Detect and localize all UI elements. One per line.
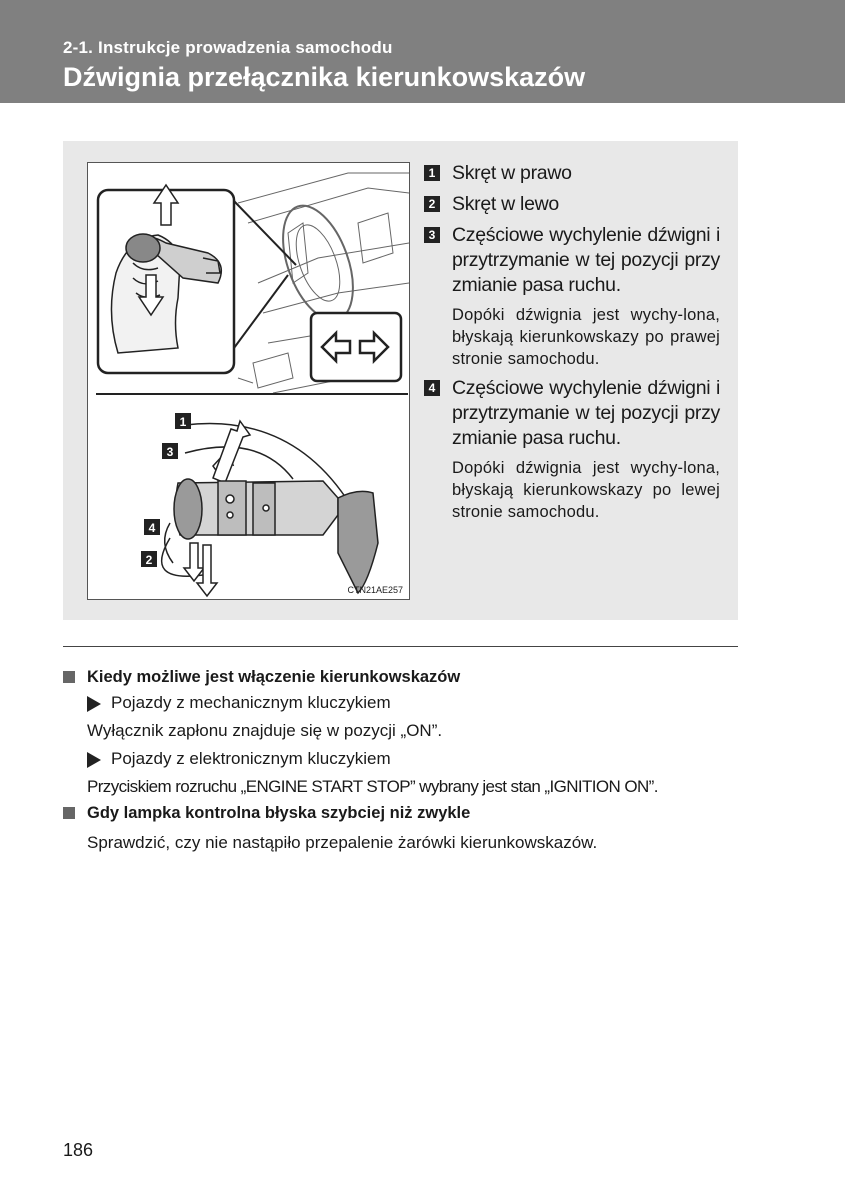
triangle-bullet-icon bbox=[87, 752, 101, 768]
note-text: Sprawdzić, czy nie nastąpiło przepalenie żarówki kierunkowskazów. bbox=[87, 833, 598, 852]
note-text: Wyłącznik zapłonu znajduje się w pozycji „ON”. bbox=[87, 721, 443, 740]
vehicle-type-label: Pojazdy z mechanicznym kluczykiem bbox=[111, 693, 391, 712]
note-heading-text: Kiedy możliwe jest włączenie kierunkowskazów bbox=[87, 668, 461, 686]
vehicle-type-item bbox=[63, 689, 753, 717]
note-heading bbox=[63, 801, 753, 825]
step-text: Skręt w prawo bbox=[452, 162, 572, 184]
label-1: 1 bbox=[179, 415, 187, 429]
lever-illustration bbox=[87, 162, 410, 600]
step-number: 3 bbox=[424, 227, 440, 243]
step-text: Częściowe wychylenie dźwigni i przytrzymanie w tej pozycji przy zmianie pasa ruchu. bbox=[452, 377, 720, 449]
illustration-panel bbox=[63, 141, 738, 620]
note-heading bbox=[63, 665, 753, 689]
inset-connector bbox=[234, 201, 296, 265]
inset-connector bbox=[234, 275, 288, 348]
step-item bbox=[424, 376, 720, 523]
triangle-bullet-icon bbox=[87, 696, 101, 712]
step-number: 2 bbox=[424, 196, 440, 212]
step-note: Dopóki dźwignia jest wychy-lona, błyskają kierunkowskazy po prawej stronie samochodu. bbox=[452, 306, 720, 368]
notes-section bbox=[63, 665, 753, 857]
page-title: Dźwignia przełącznika kierunkowskazów bbox=[63, 62, 586, 92]
page-header bbox=[0, 0, 845, 103]
step-note: Dopóki dźwignia jest wychy-lona, błyskają kierunkowskazy po lewej stronie samochodu. bbox=[452, 459, 720, 521]
note-heading-text: Gdy lampka kontrolna błyska szybciej niż zwykle bbox=[87, 804, 471, 822]
lever-drawing bbox=[88, 163, 409, 599]
square-bullet-icon bbox=[63, 807, 75, 819]
step-list bbox=[424, 161, 720, 529]
square-bullet-icon bbox=[63, 671, 75, 683]
note-text: Przyciskiem rozruchu „ENGINE START STOP” wybrany jest stan „IGNITION ON”. bbox=[87, 777, 658, 796]
full-up-arrow-icon bbox=[213, 421, 250, 483]
step-text: Częściowe wychylenie dźwigni i przytrzymanie w tej pozycji przy zmianie pasa ruchu. bbox=[452, 224, 720, 296]
step-item bbox=[424, 161, 720, 186]
section-divider bbox=[63, 646, 738, 647]
page-number: 186 bbox=[63, 1140, 94, 1160]
vehicle-type-item bbox=[63, 745, 753, 773]
vehicle-type-label: Pojazdy z elektronicznym kluczykiem bbox=[111, 749, 391, 768]
step-text: Skręt w lewo bbox=[452, 193, 559, 215]
label-3: 3 bbox=[166, 445, 174, 459]
step-number: 1 bbox=[424, 165, 440, 181]
step-item bbox=[424, 192, 720, 217]
label-4: 4 bbox=[148, 521, 156, 535]
figure-code: CTN21AE257 bbox=[347, 585, 403, 595]
label-2: 2 bbox=[145, 553, 153, 567]
step-item bbox=[424, 223, 720, 370]
step-number: 4 bbox=[424, 380, 440, 396]
section-label: 2-1. Instrukcje prowadzenia samochodu bbox=[63, 38, 393, 57]
